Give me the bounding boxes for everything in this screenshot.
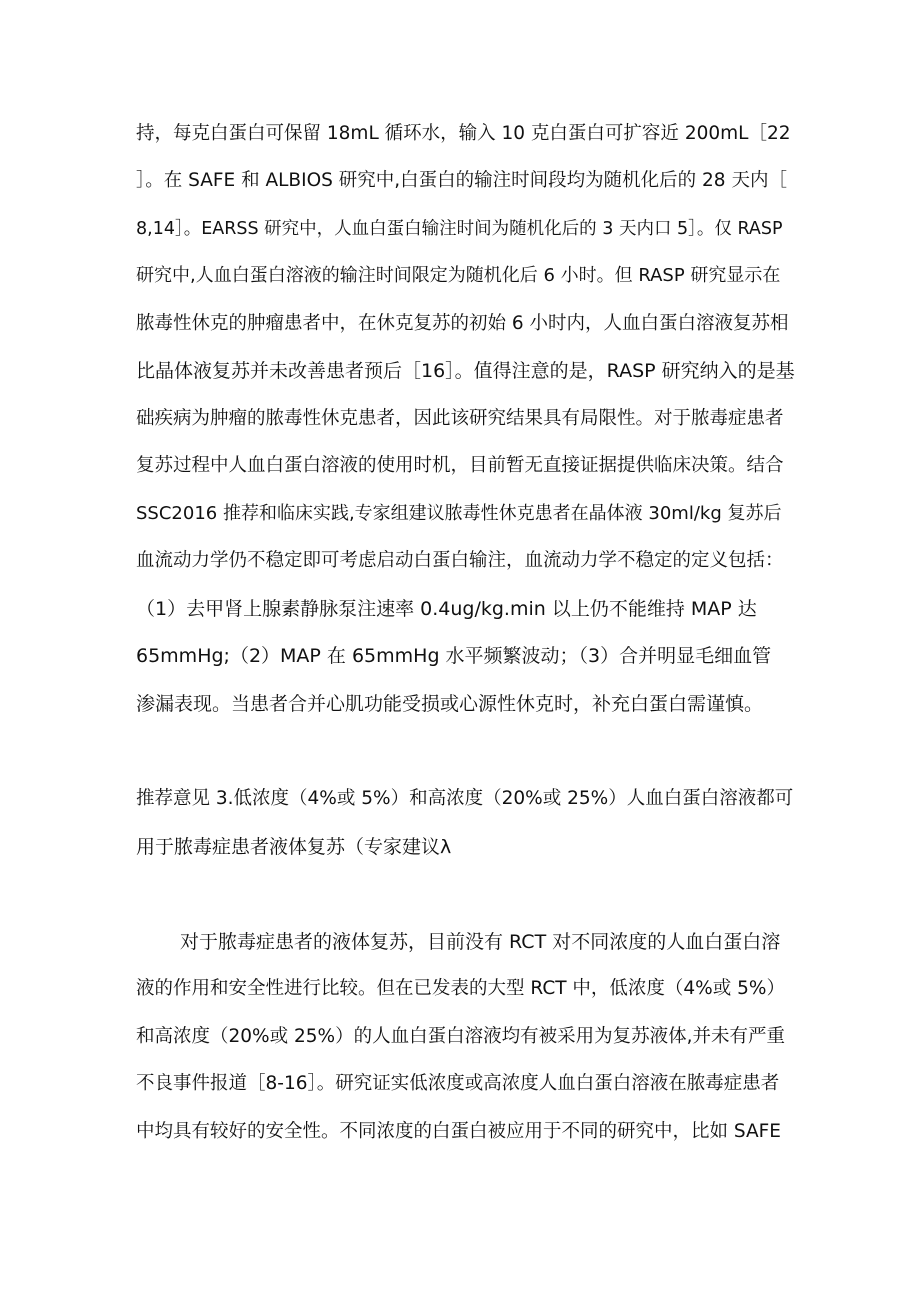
paragraph-1-line-3: 8,14］。EARSS 研究中，人血白蛋白输注时间为随机化后的 3 天内口 5］。仅 RASP	[136, 219, 783, 239]
paragraph-1-line-10: 血流动力学仍不稳定即可考虑启动白蛋白输注，血流动力学不稳定的定义包括：	[136, 550, 784, 571]
paragraph-1-line-1: 持，每克白蛋白可保留 18mL 循环水，输入 10 克白蛋白可扩容近 200mL［22	[136, 123, 791, 144]
recommendation-line-2: 用于脓毒症患者液体复苏（专家建议λ	[136, 836, 452, 858]
paragraph-1-line-9: SSC2016 推荐和临床实践,专家组建议脓毒性休克患者在晶体液 30ml/kg 复苏后	[136, 503, 782, 524]
paragraph-3-line-2: 液的作用和安全性进行比较。但在已发表的大型 RCT 中，低浓度（4%或 5%）	[136, 978, 785, 999]
paragraph-1-line-6: 比晶体液复苏并未改善患者预后［16］。值得注意的是，RASP 研究纳入的是基	[136, 360, 795, 382]
paragraph-3-line-5: 中均具有较好的安全性。不同浓度的白蛋白被应用于不同的研究中，比如 SAFE	[136, 1121, 781, 1142]
paragraph-1-line-12: 65mmHg;（2）MAP 在 65mmHg 水平频繁波动；（3）合并明显毛细血管	[136, 645, 772, 667]
paragraph-1-line-8: 复苏过程中人血白蛋白溶液的使用时机，目前暂无直接证据提供临床决策。结合	[136, 455, 784, 476]
paragraph-3-line-4: 不良事件报道［8-16］。研究证实低浓度或高浓度人血白蛋白溶液在脓毒症患者	[136, 1073, 780, 1094]
paragraph-1-line-7: 础疾病为肿瘤的脓毒性休克患者，因此该研究结果具有局限性。对于脓毒症患者	[136, 408, 784, 429]
paragraph-3-line-1: 对于脓毒症患者的液体复苏，目前没有 RCT 对不同浓度的人血白蛋白溶	[180, 931, 781, 953]
paragraph-1-line-11: （1）去甲肾上腺素静脉泵注速率 0.4ug/kg.min 以上仍不能维持 MAP 达	[136, 598, 757, 620]
paragraph-1-line-5: 脓毒性休克的肿瘤患者中，在休克复苏的初始 6 小时内，人血白蛋白溶液复苏相	[136, 313, 789, 334]
paragraph-1-line-2: ］。在 SAFE 和 ALBIOS 研究中,白蛋白的输注时间段均为随机化后的 28 天内［	[136, 170, 787, 191]
recommendation-line-1: 推荐意见 3.低浓度（4%或 5%）和高浓度（20%或 25%）人血白蛋白溶液都可	[136, 788, 794, 809]
paragraph-1-line-4: 研究中,人血白蛋白溶液的输注时间限定为随机化后 6 小时。但 RASP 研究显示在	[136, 265, 781, 286]
paragraph-1-line-13: 渗漏表现。当患者合并心肌功能受损或心源性休克时，补充白蛋白需谨慎。	[136, 693, 764, 715]
paragraph-3-line-3: 和高浓度（20%或 25%）的人血白蛋白溶液均有被采用为复苏液体,并未有严重	[136, 1026, 786, 1047]
